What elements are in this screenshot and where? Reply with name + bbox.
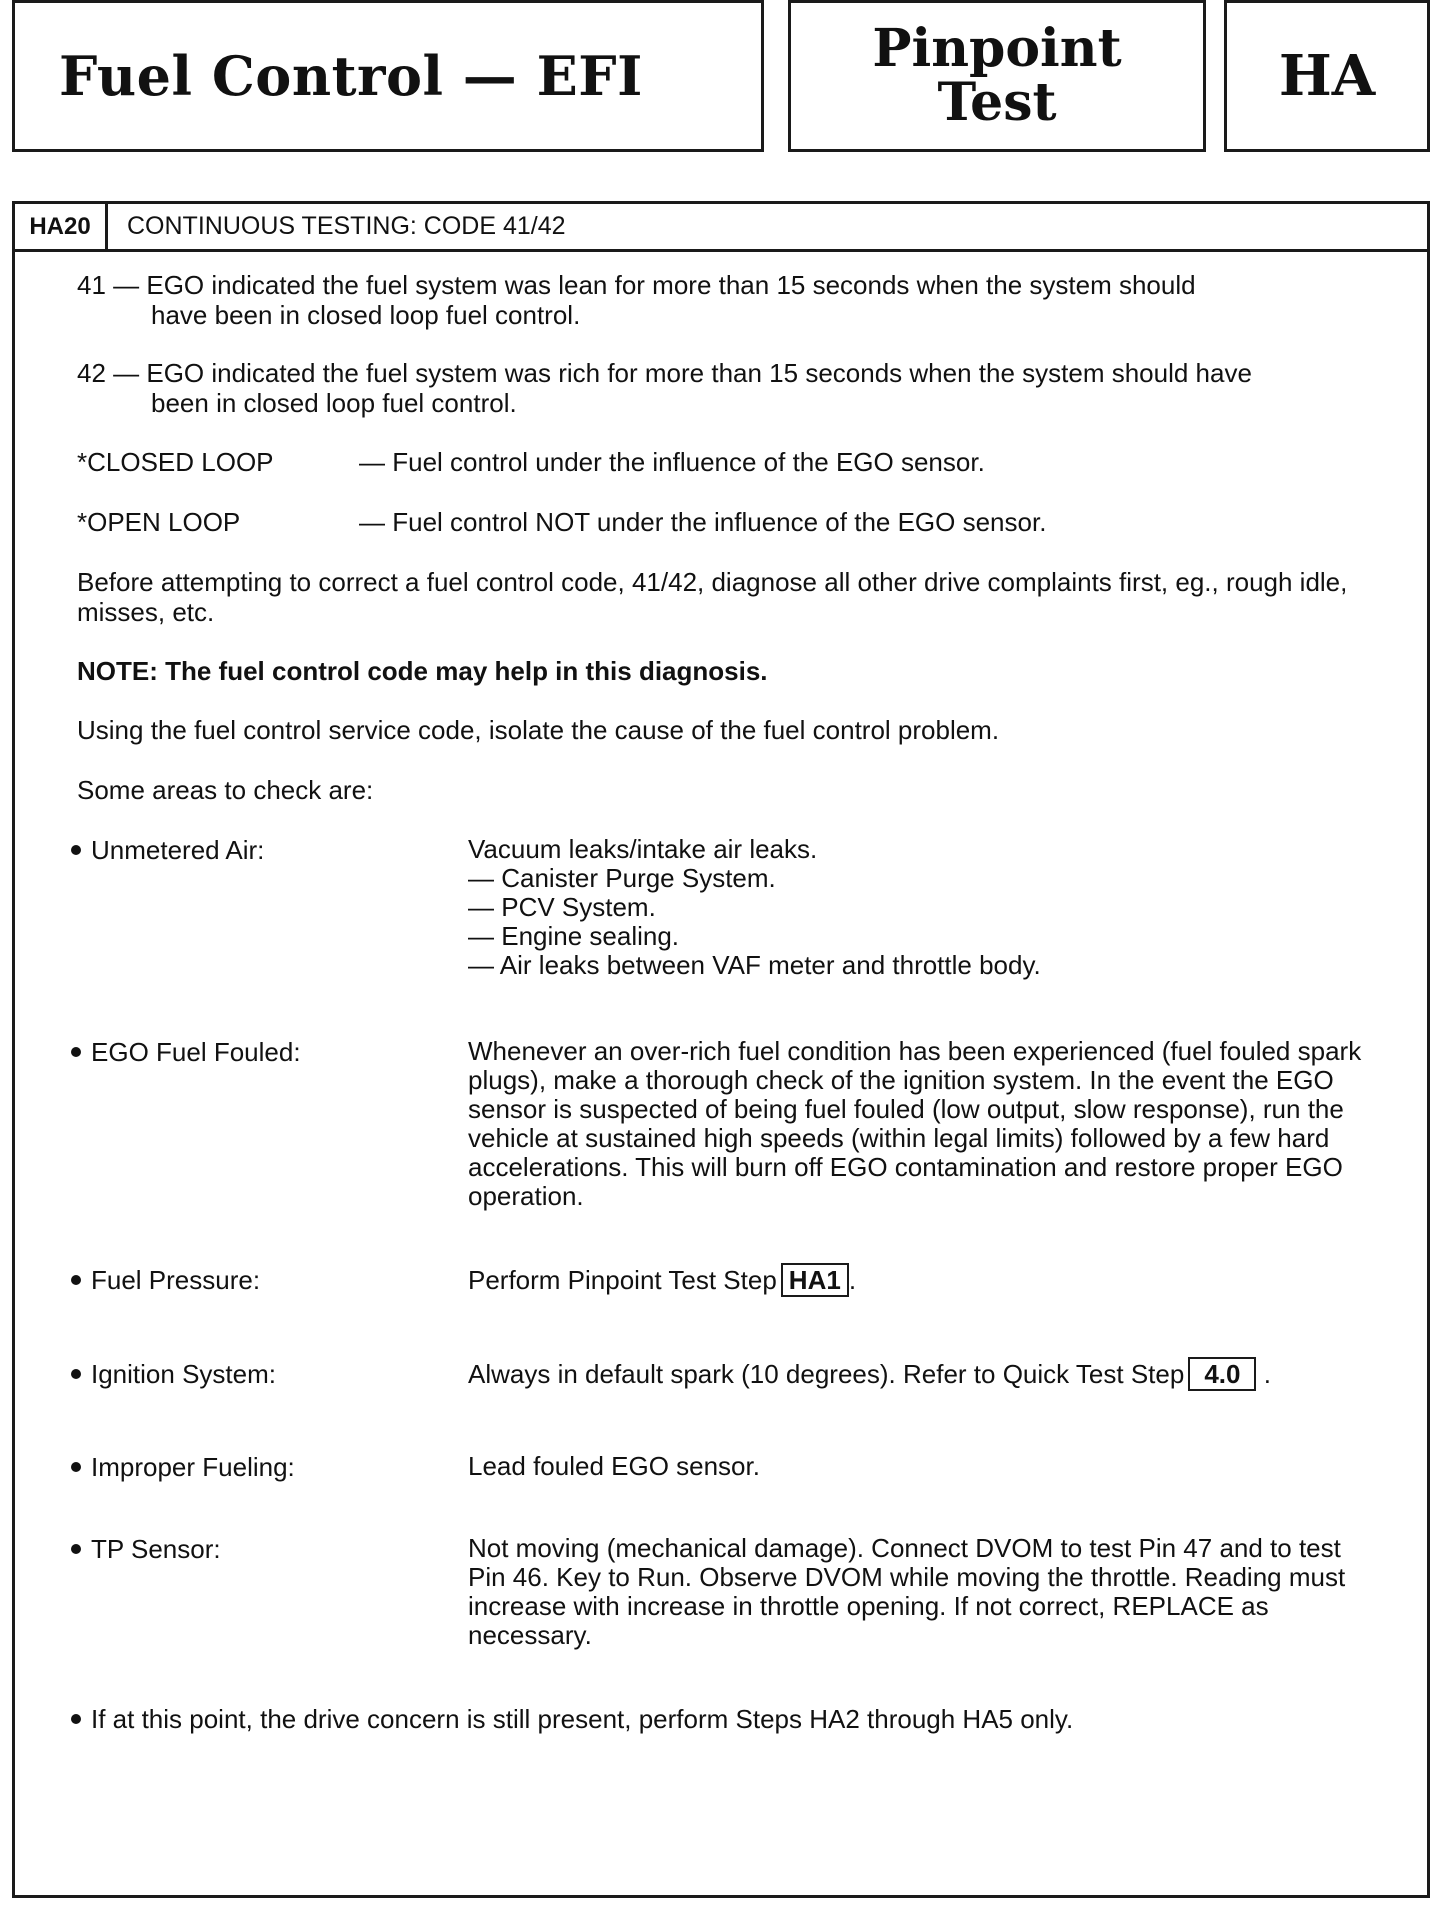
improper-fueling-description: Lead fouled EGO sensor.	[468, 1451, 760, 1481]
bullet-icon	[71, 1369, 81, 1379]
code-41-description	[77, 270, 1361, 330]
unmetered-air-line: Vacuum leaks/intake air leaks.	[468, 834, 818, 864]
check-label: Improper Fueling:	[91, 1452, 295, 1482]
test-step-panel	[12, 201, 1430, 1898]
final-note-text: If at this point, the drive concern is still present, perform Steps HA2 through HA5 only.	[91, 1704, 1074, 1734]
ignition-system-description	[468, 1357, 1373, 1391]
check-label: TP Sensor:	[91, 1534, 221, 1564]
check-fuel-pressure	[71, 1265, 260, 1295]
pinpoint-label	[872, 18, 1122, 133]
check-improper-fueling	[71, 1452, 295, 1482]
fuel-pressure-suffix: .	[848, 1265, 857, 1295]
bullet-icon	[71, 1275, 81, 1285]
check-ego-fuel-fouled	[71, 1037, 301, 1067]
code-42-description	[77, 358, 1361, 418]
title-box	[12, 0, 764, 152]
section-code: HA	[1278, 43, 1376, 109]
step-ref-ha1[interactable]: HA1	[781, 1263, 849, 1297]
step-title: CONTINUOUS TESTING: CODE 41/42	[127, 212, 566, 240]
bullet-icon	[71, 1462, 81, 1472]
check-tp-sensor	[71, 1534, 221, 1564]
unmetered-air-line: — PCV System.	[468, 892, 656, 922]
open-loop-definition: — Fuel control NOT under the influence of the EGO sensor.	[359, 507, 1047, 537]
bullet-icon	[71, 845, 81, 855]
pinpoint-line-1: Pinpoint	[872, 18, 1122, 79]
ignition-text: Always in default spark (10 degrees). Refer to Quick Test Step	[468, 1359, 1185, 1389]
final-note	[71, 1704, 1073, 1734]
check-label: Ignition System:	[91, 1359, 276, 1389]
unmetered-air-description	[468, 835, 1373, 980]
some-areas-paragraph: Some areas to check are:	[77, 775, 374, 805]
ignition-suffix: .	[1263, 1359, 1271, 1389]
code-41-lead: 41 — EGO indicated the fuel system was lean for more than 15 seconds when the system should	[77, 270, 1196, 300]
closed-loop-term: *CLOSED LOOP	[77, 447, 274, 477]
page-title: Fuel Control — EFI	[59, 44, 643, 108]
check-label: Fuel Pressure:	[91, 1265, 261, 1295]
bullet-icon	[71, 1047, 81, 1057]
check-label: EGO Fuel Fouled:	[91, 1037, 301, 1067]
code-41-rest: have been in closed loop fuel control.	[151, 300, 581, 330]
fuel-pressure-text: Perform Pinpoint Test Step	[468, 1265, 777, 1295]
step-ref-4-0[interactable]: 4.0	[1188, 1357, 1256, 1391]
unmetered-air-line: — Air leaks between VAF meter and throttle body.	[468, 950, 1041, 980]
open-loop-term: *OPEN LOOP	[77, 507, 241, 537]
ego-fuel-fouled-description: Whenever an over-rich fuel condition has been experienced (fuel fouled spark plugs), make a thorough check of the ignition system. In the event the EGO sensor is suspected of being fuel fouled (low output, slow response), run the vehicle at sustained high speeds (within legal limits) followed by a few hard accelerations. This will burn off EGO contamination and restore proper EGO operation.	[468, 1036, 1362, 1211]
step-id: HA20	[15, 204, 108, 249]
using-paragraph: Using the fuel control service code, isolate the cause of the fuel control problem.	[77, 715, 1000, 745]
unmetered-air-line: — Engine sealing.	[468, 921, 680, 951]
section-code-box	[1224, 0, 1430, 152]
pinpoint-box	[788, 0, 1206, 152]
check-ignition-system	[71, 1359, 276, 1389]
code-42-lead: 42 — EGO indicated the fuel system was rich for more than 15 seconds when the system should have	[77, 358, 1252, 388]
step-header	[15, 204, 1427, 252]
before-paragraph: Before attempting to correct a fuel control code, 41/42, diagnose all other drive complaints first, eg., rough idle, misses, etc.	[77, 567, 1348, 627]
bullet-icon	[71, 1544, 81, 1554]
code-42-rest: been in closed loop fuel control.	[151, 388, 517, 418]
closed-loop-definition: — Fuel control under the influence of the EGO sensor.	[359, 447, 985, 477]
pinpoint-line-2: Test	[937, 72, 1057, 133]
check-label: Unmetered Air:	[91, 835, 265, 865]
unmetered-air-line: — Canister Purge System.	[468, 863, 776, 893]
bullet-icon	[71, 1714, 81, 1724]
note-paragraph: NOTE: The fuel control code may help in this diagnosis.	[77, 656, 768, 686]
check-unmetered-air	[71, 835, 264, 865]
tp-sensor-description: Not moving (mechanical damage). Connect DVOM to test Pin 47 and to test Pin 46. Key to Run. Observe DVOM while moving the throttle. Reading must increase with increase in throttle opening. If not correct, REPLACE as necessary.	[468, 1533, 1346, 1650]
fuel-pressure-description	[468, 1263, 1373, 1297]
